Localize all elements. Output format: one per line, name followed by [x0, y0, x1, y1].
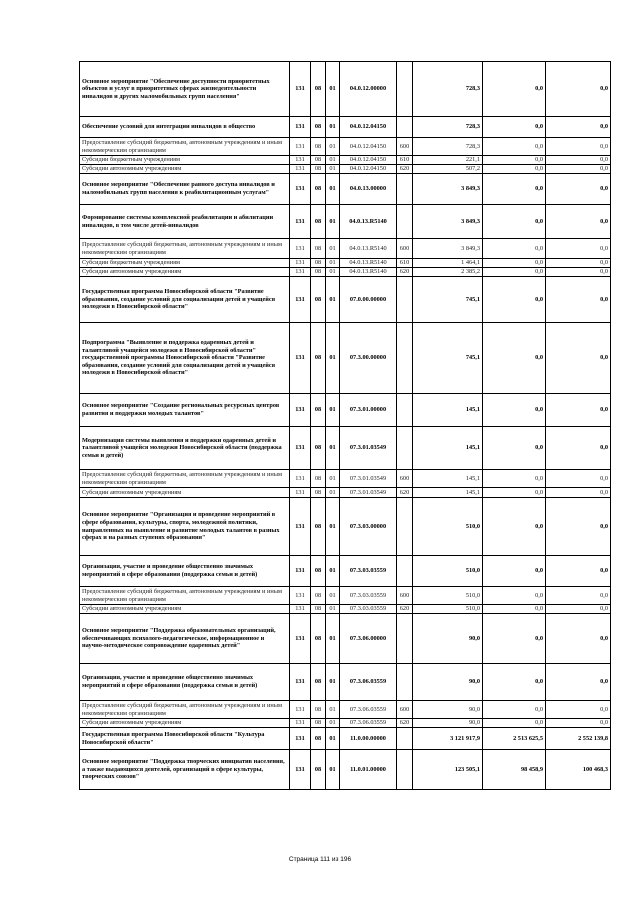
grbs-cell: 131 — [290, 470, 311, 488]
expense-type-cell: 600 — [397, 138, 413, 156]
table-row — [80, 470, 611, 488]
amount-year2-cell: 0,0 — [483, 394, 546, 427]
amount-year3-cell: 0,0 — [546, 277, 611, 323]
name-cell: Основное мероприятие "Организация и проведение мероприятий в сфере образования, культуры, спорта, молодежной политики, направленных на выявление и развитие молодых талантов в разных сферах и на разных ступенях образования" — [80, 498, 290, 556]
name-cell: Предоставление субсидий бюджетным, автономным учреждениям и иным некоммерческим организациям — [80, 239, 290, 259]
amount-year2-cell: 0,0 — [483, 488, 546, 498]
target-article-cell: 04.0.12.04150 — [340, 165, 397, 174]
amount-year2-cell: 0,0 — [483, 427, 546, 470]
amount-year1-cell: 145,1 — [413, 488, 483, 498]
amount-year3-cell: 0,0 — [546, 259, 611, 268]
subsection-cell: 01 — [326, 156, 340, 165]
name-cell: Государственная программа Новосибирской области "Культура Новосибирской области" — [80, 728, 290, 750]
table-row — [80, 728, 611, 750]
expense-type-cell: 620 — [397, 719, 413, 728]
section-cell: 08 — [311, 259, 326, 268]
section-cell: 08 — [311, 138, 326, 156]
amount-year1-cell: 728,3 — [413, 138, 483, 156]
amount-year3-cell: 0,0 — [546, 719, 611, 728]
amount-year3-cell: 0,0 — [546, 701, 611, 719]
subsection-cell: 01 — [326, 728, 340, 750]
amount-year1-cell: 510,0 — [413, 605, 483, 614]
amount-year2-cell: 0,0 — [483, 268, 546, 277]
subsection-cell: 01 — [326, 268, 340, 277]
amount-year3-cell: 0,0 — [546, 394, 611, 427]
table-row — [80, 165, 611, 174]
grbs-cell: 131 — [290, 614, 311, 664]
grbs-cell: 131 — [290, 174, 311, 205]
section-cell: 08 — [311, 205, 326, 239]
subsection-cell: 01 — [326, 750, 340, 790]
table-row — [80, 174, 611, 205]
name-cell: Основное мероприятие "Создание региональных ресурсных центров развития и поддержки молодых талантов" — [80, 394, 290, 427]
target-article-cell: 04.0.12.04150 — [340, 117, 397, 138]
amount-year2-cell: 0,0 — [483, 587, 546, 605]
amount-year2-cell: 0,0 — [483, 138, 546, 156]
target-article-cell: 07.3.06.00000 — [340, 614, 397, 664]
name-cell: Основное мероприятие "Обеспечение доступности приоритетных объектов и услуг в приоритетных сферах жизнедеятельности инвалидов и других маломобильных групп населения" — [80, 62, 290, 117]
name-cell: Основное мероприятие "Поддержка образовательных организаций, обеспечивающих психолого-педагогическое, информационное и научно-методическое сопровождение одаренных детей" — [80, 614, 290, 664]
subsection-cell: 01 — [326, 664, 340, 701]
subsection-cell: 01 — [326, 498, 340, 556]
grbs-cell: 131 — [290, 138, 311, 156]
section-cell: 08 — [311, 165, 326, 174]
amount-year2-cell: 0,0 — [483, 556, 546, 587]
expense-type-cell — [397, 394, 413, 427]
amount-year3-cell: 0,0 — [546, 614, 611, 664]
section-cell: 08 — [311, 277, 326, 323]
expense-type-cell — [397, 728, 413, 750]
target-article-cell: 07.3.01.03549 — [340, 427, 397, 470]
target-article-cell: 07.3.03.03559 — [340, 556, 397, 587]
amount-year2-cell: 0,0 — [483, 156, 546, 165]
expense-type-cell — [397, 62, 413, 117]
grbs-cell: 131 — [290, 62, 311, 117]
target-article-cell: 04.0.12.04150 — [340, 138, 397, 156]
expense-type-cell — [397, 174, 413, 205]
expense-type-cell: 600 — [397, 587, 413, 605]
subsection-cell: 01 — [326, 394, 340, 427]
amount-year1-cell: 90,0 — [413, 664, 483, 701]
target-article-cell: 04.0.12.04150 — [340, 156, 397, 165]
target-article-cell: 07.3.06.03559 — [340, 701, 397, 719]
table-row — [80, 605, 611, 614]
table-row — [80, 701, 611, 719]
amount-year1-cell: 123 505,1 — [413, 750, 483, 790]
grbs-cell: 131 — [290, 488, 311, 498]
expense-type-cell — [397, 205, 413, 239]
grbs-cell: 131 — [290, 268, 311, 277]
section-cell: 08 — [311, 470, 326, 488]
amount-year3-cell: 2 552 139,8 — [546, 728, 611, 750]
name-cell: Субсидии автономным учреждениям — [80, 165, 290, 174]
section-cell: 08 — [311, 498, 326, 556]
expense-type-cell — [397, 664, 413, 701]
table-row — [80, 323, 611, 394]
section-cell: 08 — [311, 614, 326, 664]
table-row — [80, 719, 611, 728]
target-article-cell: 04.0.13.R5140 — [340, 239, 397, 259]
subsection-cell: 01 — [326, 323, 340, 394]
table-row — [80, 664, 611, 701]
table-row — [80, 117, 611, 138]
subsection-cell: 01 — [326, 165, 340, 174]
amount-year3-cell: 0,0 — [546, 174, 611, 205]
table-row — [80, 587, 611, 605]
grbs-cell: 131 — [290, 719, 311, 728]
amount-year1-cell: 745,1 — [413, 323, 483, 394]
section-cell: 08 — [311, 605, 326, 614]
amount-year3-cell: 0,0 — [546, 427, 611, 470]
name-cell: Предоставление субсидий бюджетным, автономным учреждениям и иным некоммерческим организациям — [80, 701, 290, 719]
subsection-cell: 01 — [326, 259, 340, 268]
expense-type-cell — [397, 750, 413, 790]
table-row — [80, 156, 611, 165]
name-cell: Субсидии автономным учреждениям — [80, 719, 290, 728]
amount-year3-cell: 0,0 — [546, 239, 611, 259]
table-row — [80, 277, 611, 323]
subsection-cell: 01 — [326, 556, 340, 587]
amount-year1-cell: 510,0 — [413, 556, 483, 587]
amount-year1-cell: 145,1 — [413, 470, 483, 488]
amount-year1-cell: 145,1 — [413, 427, 483, 470]
amount-year2-cell: 0,0 — [483, 701, 546, 719]
budget-table-body — [80, 62, 611, 790]
amount-year1-cell: 507,2 — [413, 165, 483, 174]
page-footer: Страница 111 из 196 — [288, 856, 352, 863]
amount-year1-cell: 145,1 — [413, 394, 483, 427]
amount-year3-cell: 100 468,3 — [546, 750, 611, 790]
amount-year1-cell: 90,0 — [413, 701, 483, 719]
name-cell: Субсидии автономным учреждениям — [80, 605, 290, 614]
target-article-cell: 04.0.13.R5140 — [340, 205, 397, 239]
subsection-cell: 01 — [326, 205, 340, 239]
table-row — [80, 394, 611, 427]
subsection-cell: 01 — [326, 488, 340, 498]
expense-type-cell: 620 — [397, 488, 413, 498]
table-row — [80, 498, 611, 556]
target-article-cell: 07.3.01.03549 — [340, 470, 397, 488]
name-cell: Предоставление субсидий бюджетным, автономным учреждениям и иным некоммерческим организациям — [80, 587, 290, 605]
target-article-cell: 07.3.01.03549 — [340, 488, 397, 498]
section-cell: 08 — [311, 268, 326, 277]
amount-year2-cell: 0,0 — [483, 277, 546, 323]
section-cell: 08 — [311, 728, 326, 750]
grbs-cell: 131 — [290, 323, 311, 394]
section-cell: 08 — [311, 394, 326, 427]
amount-year2-cell: 0,0 — [483, 259, 546, 268]
expense-type-cell: 620 — [397, 268, 413, 277]
amount-year2-cell: 0,0 — [483, 664, 546, 701]
subsection-cell: 01 — [326, 701, 340, 719]
target-article-cell: 04.0.13.R5140 — [340, 259, 397, 268]
amount-year2-cell: 0,0 — [483, 62, 546, 117]
grbs-cell: 131 — [290, 259, 311, 268]
amount-year1-cell: 3 849,3 — [413, 174, 483, 205]
section-cell: 08 — [311, 117, 326, 138]
subsection-cell: 01 — [326, 587, 340, 605]
name-cell: Предоставление субсидий бюджетным, автономным учреждениям и иным некоммерческим организациям — [80, 470, 290, 488]
expense-type-cell — [397, 556, 413, 587]
amount-year1-cell: 3 121 917,9 — [413, 728, 483, 750]
table-row — [80, 138, 611, 156]
amount-year2-cell: 0,0 — [483, 239, 546, 259]
section-cell: 08 — [311, 239, 326, 259]
grbs-cell: 131 — [290, 394, 311, 427]
grbs-cell: 131 — [290, 239, 311, 259]
amount-year1-cell: 1 464,1 — [413, 259, 483, 268]
grbs-cell: 131 — [290, 427, 311, 470]
expense-type-cell — [397, 323, 413, 394]
expense-type-cell — [397, 498, 413, 556]
subsection-cell: 01 — [326, 719, 340, 728]
subsection-cell: 01 — [326, 239, 340, 259]
expense-type-cell: 620 — [397, 605, 413, 614]
target-article-cell: 07.3.01.00000 — [340, 394, 397, 427]
subsection-cell: 01 — [326, 605, 340, 614]
name-cell: Субсидии бюджетным учреждениям — [80, 156, 290, 165]
amount-year3-cell: 0,0 — [546, 268, 611, 277]
grbs-cell: 131 — [290, 750, 311, 790]
name-cell: Государственная программа Новосибирской области "Развитие образования, создание условий для социализации детей и учащейся молодежи в Новосибирской области" — [80, 277, 290, 323]
section-cell: 08 — [311, 750, 326, 790]
table-row — [80, 259, 611, 268]
name-cell: Субсидии автономным учреждениям — [80, 488, 290, 498]
table-row — [80, 239, 611, 259]
amount-year1-cell: 90,0 — [413, 614, 483, 664]
section-cell: 08 — [311, 156, 326, 165]
amount-year3-cell: 0,0 — [546, 205, 611, 239]
grbs-cell: 131 — [290, 664, 311, 701]
section-cell: 08 — [311, 62, 326, 117]
amount-year1-cell: 728,3 — [413, 62, 483, 117]
amount-year2-cell: 2 513 625,5 — [483, 728, 546, 750]
amount-year2-cell: 0,0 — [483, 614, 546, 664]
section-cell: 08 — [311, 556, 326, 587]
subsection-cell: 01 — [326, 117, 340, 138]
expense-type-cell — [397, 277, 413, 323]
amount-year3-cell: 0,0 — [546, 62, 611, 117]
section-cell: 08 — [311, 587, 326, 605]
amount-year1-cell: 510,0 — [413, 498, 483, 556]
section-cell: 08 — [311, 323, 326, 394]
target-article-cell: 07.3.03.00000 — [340, 498, 397, 556]
amount-year1-cell: 510,0 — [413, 587, 483, 605]
grbs-cell: 131 — [290, 205, 311, 239]
amount-year2-cell: 0,0 — [483, 117, 546, 138]
grbs-cell: 131 — [290, 605, 311, 614]
target-article-cell: 04.0.13.R5140 — [340, 268, 397, 277]
target-article-cell: 07.3.03.03559 — [340, 605, 397, 614]
subsection-cell: 01 — [326, 62, 340, 117]
amount-year2-cell: 0,0 — [483, 719, 546, 728]
table-row — [80, 427, 611, 470]
amount-year2-cell: 0,0 — [483, 498, 546, 556]
amount-year3-cell: 0,0 — [546, 138, 611, 156]
name-cell: Формирование системы комплексной реабилитации и абилитации инвалидов, в том числе детей-инвалидов — [80, 205, 290, 239]
target-article-cell: 04.0.12.00000 — [340, 62, 397, 117]
subsection-cell: 01 — [326, 174, 340, 205]
amount-year3-cell: 0,0 — [546, 156, 611, 165]
amount-year1-cell: 3 849,3 — [413, 239, 483, 259]
amount-year2-cell: 0,0 — [483, 323, 546, 394]
amount-year2-cell: 0,0 — [483, 605, 546, 614]
subsection-cell: 01 — [326, 277, 340, 323]
expense-type-cell — [397, 427, 413, 470]
section-cell: 08 — [311, 664, 326, 701]
expense-type-cell: 610 — [397, 156, 413, 165]
subsection-cell: 01 — [326, 470, 340, 488]
name-cell: Подпрограмма "Выявление и поддержка одаренных детей и талантливой учащейся молодежи в Новосибирской области" государственной программы Новосибирской области "Развитие образования, создание условий для социализации детей и учащейся молодежи в Новосибирской области" — [80, 323, 290, 394]
expense-type-cell: 610 — [397, 259, 413, 268]
table-row — [80, 556, 611, 587]
name-cell: Организация, участие и проведение общественно значимых мероприятий в сфере образования (поддержка семьи и детей) — [80, 664, 290, 701]
amount-year3-cell: 0,0 — [546, 117, 611, 138]
subsection-cell: 01 — [326, 614, 340, 664]
expense-type-cell — [397, 614, 413, 664]
target-article-cell: 07.3.06.03559 — [340, 664, 397, 701]
section-cell: 08 — [311, 701, 326, 719]
amount-year1-cell: 2 385,2 — [413, 268, 483, 277]
name-cell: Субсидии автономным учреждениям — [80, 268, 290, 277]
section-cell: 08 — [311, 427, 326, 470]
name-cell: Организация, участие и проведение общественно значимых мероприятий в сфере образования (поддержка семьи и детей) — [80, 556, 290, 587]
amount-year3-cell: 0,0 — [546, 470, 611, 488]
amount-year1-cell: 3 849,3 — [413, 205, 483, 239]
section-cell: 08 — [311, 719, 326, 728]
name-cell: Модернизация системы выявления и поддержки одаренных детей и талантливой учащейся молодежи Новосибирской области (поддержка семьи и детей) — [80, 427, 290, 470]
table-row — [80, 750, 611, 790]
expense-type-cell: 600 — [397, 239, 413, 259]
amount-year3-cell: 0,0 — [546, 323, 611, 394]
name-cell: Предоставление субсидий бюджетным, автономным учреждениям и иным некоммерческим организациям — [80, 138, 290, 156]
amount-year3-cell: 0,0 — [546, 664, 611, 701]
section-cell: 08 — [311, 174, 326, 205]
grbs-cell: 131 — [290, 587, 311, 605]
subsection-cell: 01 — [326, 138, 340, 156]
expense-type-cell: 600 — [397, 470, 413, 488]
target-article-cell: 07.0.00.00000 — [340, 277, 397, 323]
grbs-cell: 131 — [290, 701, 311, 719]
target-article-cell: 11.0.00.00000 — [340, 728, 397, 750]
grbs-cell: 131 — [290, 156, 311, 165]
grbs-cell: 131 — [290, 556, 311, 587]
amount-year1-cell: 90,0 — [413, 719, 483, 728]
amount-year3-cell: 0,0 — [546, 165, 611, 174]
amount-year2-cell: 0,0 — [483, 205, 546, 239]
grbs-cell: 131 — [290, 117, 311, 138]
target-article-cell: 07.3.03.03559 — [340, 587, 397, 605]
budget-table — [79, 61, 611, 790]
amount-year2-cell: 0,0 — [483, 470, 546, 488]
table-row — [80, 488, 611, 498]
grbs-cell: 131 — [290, 498, 311, 556]
table-row — [80, 614, 611, 664]
target-article-cell: 07.3.06.03559 — [340, 719, 397, 728]
target-article-cell: 04.0.13.00000 — [340, 174, 397, 205]
expense-type-cell: 600 — [397, 701, 413, 719]
grbs-cell: 131 — [290, 728, 311, 750]
amount-year3-cell: 0,0 — [546, 498, 611, 556]
name-cell: Основное мероприятие "Поддержка творческих инициатив населения, а также выдающихся деятелей, организаций в сфере культуры, творческих союзов" — [80, 750, 290, 790]
table-row — [80, 268, 611, 277]
expense-type-cell — [397, 117, 413, 138]
amount-year3-cell: 0,0 — [546, 587, 611, 605]
amount-year1-cell: 728,3 — [413, 117, 483, 138]
expense-type-cell: 620 — [397, 165, 413, 174]
target-article-cell: 07.3.00.00000 — [340, 323, 397, 394]
name-cell: Субсидии бюджетным учреждениям — [80, 259, 290, 268]
grbs-cell: 131 — [290, 165, 311, 174]
section-cell: 08 — [311, 488, 326, 498]
amount-year2-cell: 0,0 — [483, 174, 546, 205]
grbs-cell: 131 — [290, 277, 311, 323]
amount-year3-cell: 0,0 — [546, 556, 611, 587]
amount-year1-cell: 745,1 — [413, 277, 483, 323]
target-article-cell: 11.0.01.00000 — [340, 750, 397, 790]
name-cell: Обеспечение условий для интеграции инвалидов в общество — [80, 117, 290, 138]
table-row — [80, 205, 611, 239]
amount-year2-cell: 0,0 — [483, 165, 546, 174]
table-row — [80, 62, 611, 117]
amount-year3-cell: 0,0 — [546, 605, 611, 614]
name-cell: Основное мероприятие "Обеспечение равного доступа инвалидов и маломобильных групп населения к реабилитационным услугам" — [80, 174, 290, 205]
amount-year2-cell: 98 458,9 — [483, 750, 546, 790]
amount-year3-cell: 0,0 — [546, 488, 611, 498]
amount-year1-cell: 221,1 — [413, 156, 483, 165]
subsection-cell: 01 — [326, 427, 340, 470]
